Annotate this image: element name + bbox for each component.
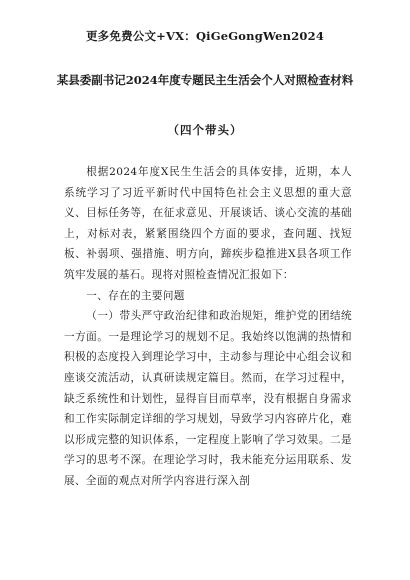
section-paragraph: （一）带头严守政治纪律和政治规矩，维护党的团结统一方面。一是理论学习的规划不足。我始终以饱满的热情和积极的态度投入到理论学习中，主动参与理论中心组会议和座谈交流活动，认真研读规定篇目。然而，在学习过程中，缺乏系统性和计划性，显得盲目而草率，没有根据自身需求和工作实际制定详细的学习规划，导致学习内容碎片化，难以形成完整的知识体系，一定程度上影响了学习效果。二是学习的思考不深。在理论学习时，我未能充分运用联系、发展、全面的观点对所学内容进行深入剖 xyxy=(64,310,352,487)
intro-paragraph: 根据2024年度X民生生活会的具体安排，近期，本人系统学习了习近平新时代中国特色社会主义思想的重大意义、目标任务等，在征求意见、开展谈话、谈心交流的基础上，对标对表，紧紧围绕四个方面的要求，查问题、找短板、补弱项、强措施、明方向，蹄疾步稳推进X县各项工作筑牢发展的基石。现将对照检查情况汇报如下： xyxy=(64,166,352,281)
document-title: 某县委副书记2024年度专题民主生活会个人对照检查材料 xyxy=(56,73,354,87)
section-heading: 一、存在的主要问题 xyxy=(86,289,185,302)
promo-banner: 更多免费公文+VX：QiGeGongWen2024 xyxy=(85,29,325,43)
document-subtitle: （四个带头） xyxy=(167,123,243,137)
document-body xyxy=(64,162,352,492)
